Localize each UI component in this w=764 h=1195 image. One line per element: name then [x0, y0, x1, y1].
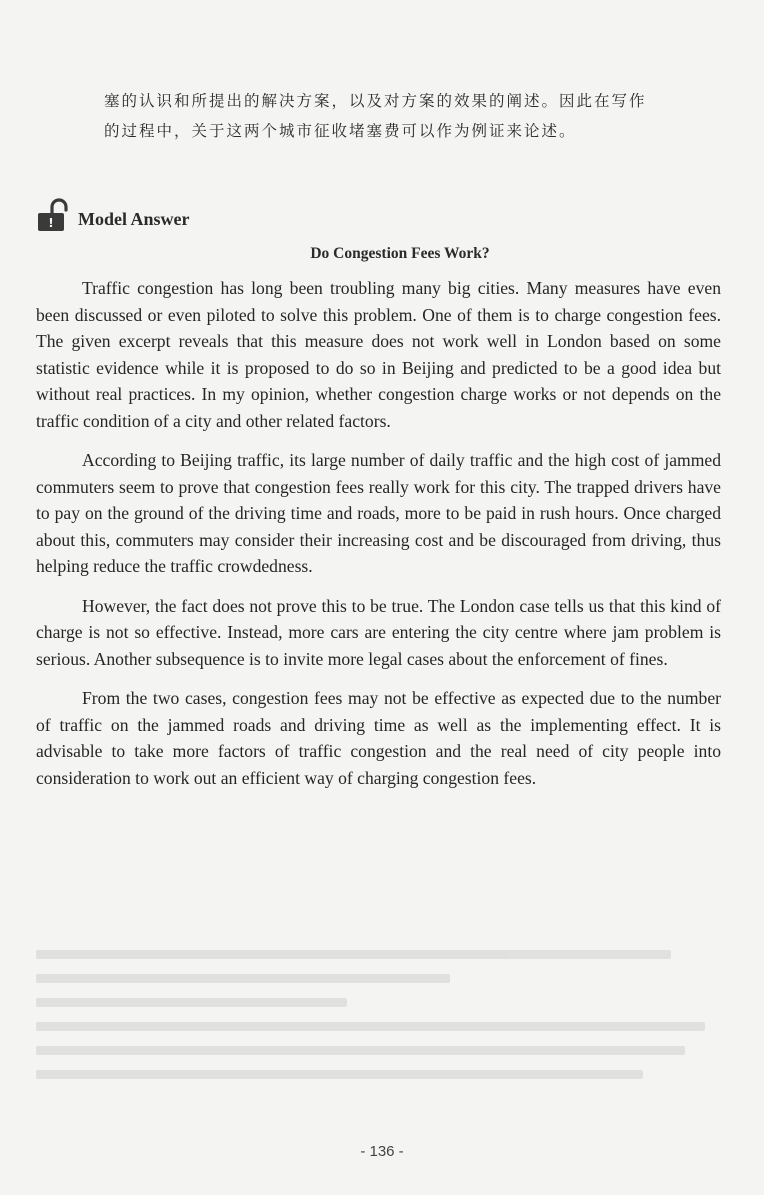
- essay-paragraph-1: Traffic congestion has long been troubling many big cities. Many measures have even been discussed or even piloted to solve this problem. One of them is to charge congestion fees. The given excerpt reveals that this measure does not work well in London based on some statistic evidence while it is proposed to do so in Beijing and predicted to be a good idea but without real practices. In my opinion, whether congestion charge works or not depends on the traffic condition of a city and other related factors.: [36, 278, 721, 431]
- essay-paragraph-2: According to Beijing traffic, its large number of daily traffic and the high cost of jammed commuters seem to prove that congestion fees really work for this city. The trapped drivers have to pay on the ground of the driving time and roads, more to be paid in rush hours. Once charged about this, commuters may consider their increasing cost and be discouraged from driving, thus helping reduce the traffic crowdedness.: [36, 450, 721, 576]
- essay-body: [36, 275, 721, 804]
- chinese-intro-line-2: 的过程中，关于这两个城市征收堵塞费可以作为例证来论述。: [104, 122, 577, 140]
- model-answer-header: [36, 198, 190, 232]
- chinese-intro-line-1: 塞的认识和所提出的解决方案，以及对方案的效果的阐述。因此在写作: [104, 92, 647, 110]
- svg-text:!: !: [48, 216, 54, 230]
- page-number: - 136 -: [360, 1143, 404, 1160]
- section-title: Model Answer: [78, 209, 190, 229]
- essay-paragraph-4: From the two cases, congestion fees may not be effective as expected due to the number of traffic on the jammed roads and driving time as well as the implementing effect. It is advisable to take more factors of traffic congestion and the real need of city people into consideration to work out an efficient way of charging congestion fees.: [36, 688, 721, 788]
- lock-icon: [36, 198, 72, 232]
- chinese-intro: [104, 86, 724, 146]
- bleed-through-texture: [36, 950, 726, 1120]
- essay-paragraph-3: However, the fact does not prove this to be true. The London case tells us that this kind of charge is not so effective. Instead, more cars are entering the city centre where jam problem is serious. Another subsequence is to invite more legal cases about the enforcement of fines.: [36, 595, 721, 669]
- essay-title: Do Congestion Fees Work?: [310, 245, 490, 262]
